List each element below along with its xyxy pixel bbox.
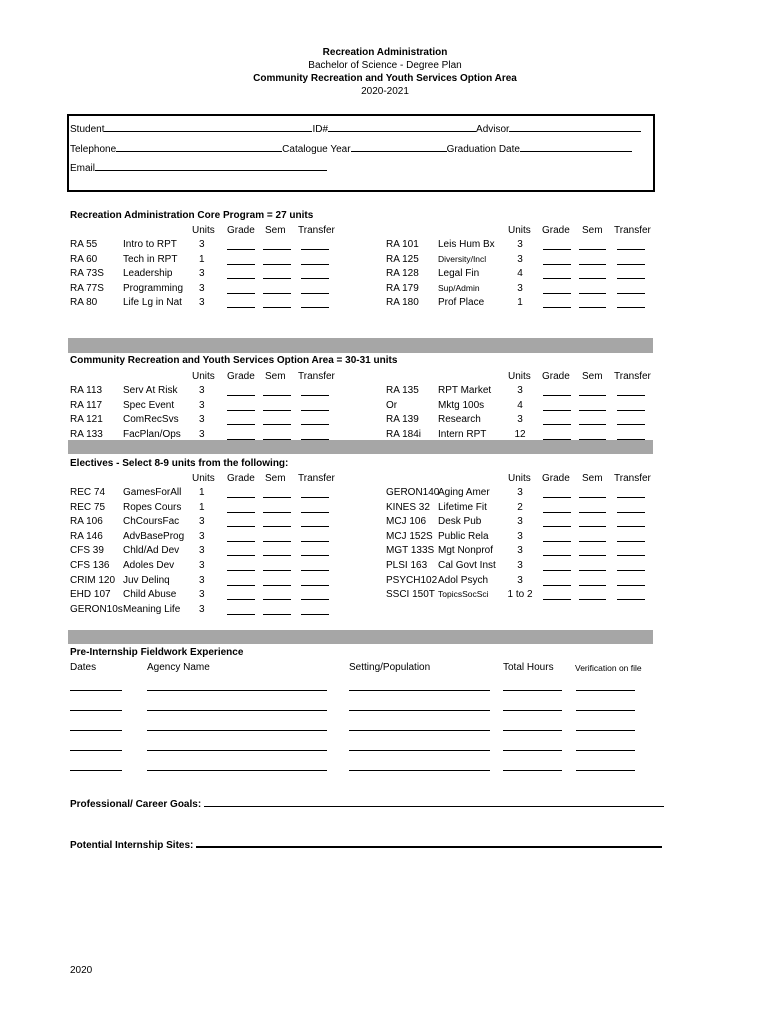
sem-blank[interactable]: [579, 264, 606, 265]
sem-blank[interactable]: [263, 570, 291, 571]
grade-blank[interactable]: [543, 570, 571, 571]
sem-blank[interactable]: [263, 249, 291, 250]
transfer-blank[interactable]: [617, 512, 645, 513]
col-sem: Sem: [265, 371, 286, 382]
course-name: GamesForAll: [123, 487, 182, 498]
grade-blank[interactable]: [543, 497, 571, 498]
grade-blank[interactable]: [543, 249, 571, 250]
course-name: Serv At Risk: [123, 385, 178, 396]
transfer-blank[interactable]: [301, 410, 329, 411]
grade-blank[interactable]: [543, 410, 571, 411]
transfer-blank[interactable]: [617, 570, 645, 571]
sem-blank[interactable]: [263, 512, 291, 513]
course-units: 1: [199, 501, 205, 513]
verification-blank[interactable]: [576, 750, 635, 751]
section-divider: [68, 440, 653, 454]
course-code: RA 80: [70, 297, 98, 308]
course-name: ComRecSvs: [123, 414, 179, 425]
course-units: 3: [517, 282, 523, 294]
course-code: RA 101: [386, 239, 419, 250]
dates-blank[interactable]: [70, 730, 122, 731]
grade-blank[interactable]: [227, 541, 255, 542]
grade-blank[interactable]: [227, 293, 255, 294]
course-name: Life Lg in Nat: [123, 297, 182, 308]
grade-blank[interactable]: [543, 512, 571, 513]
course-code: GERON140: [386, 487, 440, 498]
internship-sites-field[interactable]: [70, 838, 662, 851]
section-divider: [68, 630, 653, 644]
transfer-blank[interactable]: [301, 249, 329, 250]
graduation-date-label: Graduation Date: [446, 144, 520, 155]
transfer-blank[interactable]: [301, 614, 329, 615]
grade-blank[interactable]: [227, 614, 255, 615]
sem-blank[interactable]: [579, 249, 606, 250]
sem-blank[interactable]: [579, 410, 606, 411]
transfer-blank[interactable]: [617, 307, 645, 308]
grade-blank[interactable]: [543, 395, 571, 396]
grade-blank[interactable]: [543, 307, 571, 308]
course-units: 4: [517, 399, 523, 411]
course-code: CRIM 120: [70, 574, 116, 586]
grade-blank[interactable]: [227, 497, 255, 498]
transfer-blank[interactable]: [301, 307, 329, 308]
transfer-blank[interactable]: [301, 395, 329, 396]
sem-blank[interactable]: [263, 526, 291, 527]
hours-blank[interactable]: [503, 750, 562, 751]
grade-blank[interactable]: [543, 555, 571, 556]
col-grade: Grade: [542, 473, 570, 484]
transfer-blank[interactable]: [301, 293, 329, 294]
sem-blank[interactable]: [263, 278, 291, 279]
col-sem: Sem: [265, 225, 286, 236]
setting-blank[interactable]: [349, 690, 490, 691]
catalogue-year-label: Catalogue Year: [282, 144, 351, 155]
course-units: 2: [517, 501, 523, 513]
dates-blank[interactable]: [70, 690, 122, 691]
course-code: MCJ 152S: [386, 530, 433, 542]
course-code: RA 146: [70, 530, 103, 542]
course-code: KINES 32: [386, 501, 430, 513]
agency-blank[interactable]: [147, 710, 327, 711]
transfer-blank[interactable]: [617, 395, 645, 396]
verification-blank[interactable]: [576, 730, 635, 731]
course-name: Adol Psych: [438, 574, 489, 586]
transfer-blank[interactable]: [617, 278, 645, 279]
course-units: 3: [199, 268, 205, 279]
course-code: RA 106: [70, 516, 103, 528]
course-code: RA 60: [70, 253, 98, 265]
grade-blank[interactable]: [227, 570, 255, 571]
grade-blank[interactable]: [227, 249, 255, 250]
course-code: MGT 133S: [386, 545, 435, 557]
course-code: RA 113: [70, 385, 103, 396]
col-transfer: Transfer: [298, 371, 335, 382]
fieldwork-title: Pre-Internship Fieldwork Experience: [70, 647, 244, 658]
setting-blank[interactable]: [349, 730, 490, 731]
agency-blank[interactable]: [147, 750, 327, 751]
grade-blank[interactable]: [543, 599, 571, 600]
course-code: RA 73S: [70, 268, 104, 279]
doc-year: 2020-2021: [361, 86, 409, 97]
course-units: 4: [517, 268, 523, 279]
advisor-label: Advisor: [476, 124, 510, 135]
setting-blank[interactable]: [349, 750, 490, 751]
sem-blank[interactable]: [579, 570, 606, 571]
course-units: 3: [199, 516, 205, 528]
course-name: Intro to RPT: [123, 239, 177, 250]
sem-blank[interactable]: [263, 293, 291, 294]
course-code: EHD 107: [70, 589, 111, 601]
sem-blank[interactable]: [263, 410, 291, 411]
course-name: Programming: [123, 282, 184, 294]
fieldwork-header-dates: Dates: [70, 662, 97, 673]
sem-blank[interactable]: [579, 541, 606, 542]
email-field[interactable]: [70, 162, 327, 174]
course-code: PSYCH102: [386, 574, 438, 586]
sem-blank[interactable]: [579, 395, 606, 396]
transfer-blank[interactable]: [301, 278, 329, 279]
course-units: 3: [199, 239, 205, 250]
fieldwork-header-agency: Agency Name: [147, 662, 210, 673]
section-divider: [68, 338, 653, 353]
course-units: 3: [517, 545, 523, 557]
col-transfer: Transfer: [614, 473, 651, 484]
sem-blank[interactable]: [263, 555, 291, 556]
core-title: Recreation Administration Core Program = 27 units: [70, 210, 314, 221]
course-code: SSCI 150T: [386, 589, 435, 601]
col-transfer: Transfer: [614, 371, 651, 382]
course-units: 3: [199, 282, 205, 294]
col-sem: Sem: [582, 371, 603, 382]
course-units: 3: [199, 574, 205, 586]
transfer-blank[interactable]: [301, 526, 329, 527]
col-transfer: Transfer: [298, 225, 335, 236]
col-transfer: Transfer: [614, 225, 651, 236]
transfer-blank[interactable]: [301, 264, 329, 265]
transfer-blank[interactable]: [617, 599, 645, 600]
sem-blank[interactable]: [579, 585, 606, 586]
grade-blank[interactable]: [543, 278, 571, 279]
col-sem: Sem: [582, 225, 603, 236]
course-units: 3: [199, 385, 205, 396]
sem-blank[interactable]: [579, 293, 606, 294]
course-units: 3: [517, 574, 523, 586]
course-name: Research: [438, 414, 481, 425]
course-name: Desk Pub: [438, 516, 482, 528]
grade-blank[interactable]: [543, 293, 571, 294]
grade-blank[interactable]: [227, 395, 255, 396]
id-label: ID#: [312, 124, 329, 135]
sem-blank[interactable]: [579, 512, 606, 513]
course-code: RA 133: [70, 428, 103, 440]
course-units: 1 to 2: [507, 589, 533, 601]
course-code: RA 125: [386, 253, 419, 265]
transfer-blank[interactable]: [301, 599, 329, 600]
course-units: 3: [199, 545, 205, 557]
grade-blank[interactable]: [227, 512, 255, 513]
course-units: 3: [517, 253, 523, 265]
course-name: Mgt Nonprof: [438, 545, 494, 557]
doc-option: Community Recreation and Youth Services Option Area: [253, 73, 517, 84]
course-name: Leis Hum Bx: [438, 239, 495, 250]
telephone-label: Telephone: [70, 144, 117, 155]
agency-blank[interactable]: [147, 770, 327, 771]
course-name: AdvBaseProg: [123, 530, 185, 542]
col-units: Units: [192, 473, 215, 484]
course-name: Tech in RPT: [123, 253, 178, 265]
sem-blank[interactable]: [263, 599, 291, 600]
career-goals-field[interactable]: [70, 798, 664, 810]
fieldwork-header-hours: Total Hours: [503, 662, 554, 673]
course-code: RA 117: [70, 399, 103, 411]
setting-blank[interactable]: [349, 770, 490, 771]
transfer-blank[interactable]: [617, 585, 645, 586]
course-code: RA 180: [386, 297, 419, 308]
course-name: Leadership: [123, 268, 173, 279]
setting-blank[interactable]: [349, 710, 490, 711]
course-units: 3: [517, 239, 523, 250]
transfer-blank[interactable]: [617, 526, 645, 527]
verification-blank[interactable]: [576, 770, 635, 771]
grade-blank[interactable]: [227, 555, 255, 556]
col-units: Units: [192, 371, 215, 382]
col-units: Units: [508, 371, 531, 382]
course-name: Prof Place: [438, 297, 485, 308]
transfer-blank[interactable]: [301, 497, 329, 498]
email-label: Email: [70, 163, 96, 174]
grade-blank[interactable]: [227, 599, 255, 600]
col-sem: Sem: [582, 473, 603, 484]
course-name: Lifetime Fit: [438, 501, 487, 513]
sem-blank[interactable]: [579, 307, 606, 308]
option-title: Community Recreation and Youth Services Option Area = 30-31 units: [70, 355, 398, 366]
course-name: Spec Event: [123, 399, 175, 411]
col-units: Units: [508, 473, 531, 484]
sem-blank[interactable]: [263, 541, 291, 542]
career-goals-label: Professional/ Career Goals:: [70, 799, 202, 810]
course-name: ChCoursFac: [123, 516, 180, 528]
sem-blank[interactable]: [579, 526, 606, 527]
transfer-blank[interactable]: [301, 555, 329, 556]
electives-title: Electives - Select 8-9 units from the following:: [70, 458, 289, 469]
transfer-blank[interactable]: [301, 585, 329, 586]
grade-blank[interactable]: [543, 585, 571, 586]
verification-blank[interactable]: [576, 710, 635, 711]
transfer-blank[interactable]: [617, 264, 645, 265]
course-name: Child Abuse: [123, 589, 177, 601]
course-units: 3: [517, 414, 523, 425]
sem-blank[interactable]: [263, 497, 291, 498]
student-field[interactable]: [70, 123, 641, 135]
course-name: RPT Market: [438, 385, 492, 396]
course-code: RA 77S: [70, 282, 104, 294]
course-units: 3: [199, 560, 205, 571]
course-name: Aging Amer: [438, 487, 490, 498]
grade-blank[interactable]: [543, 541, 571, 542]
sem-blank[interactable]: [263, 424, 291, 425]
grade-blank[interactable]: [543, 526, 571, 527]
col-sem: Sem: [265, 473, 286, 484]
course-name: TopicsSocSci: [438, 589, 489, 600]
course-units: 12: [514, 428, 526, 440]
course-units: 3: [517, 487, 523, 498]
transfer-blank[interactable]: [617, 424, 645, 425]
course-units: 3: [199, 414, 205, 425]
course-name: Adoles Dev: [123, 560, 175, 571]
grade-blank[interactable]: [227, 585, 255, 586]
sem-blank[interactable]: [579, 497, 606, 498]
hours-blank[interactable]: [503, 730, 562, 731]
transfer-blank[interactable]: [617, 541, 645, 542]
course-name: Mktg 100s: [438, 399, 485, 411]
sem-blank[interactable]: [579, 555, 606, 556]
course-units: 1: [199, 253, 205, 265]
sem-blank[interactable]: [579, 278, 606, 279]
hours-blank[interactable]: [503, 690, 562, 691]
course-units: 3: [517, 560, 523, 571]
sem-blank[interactable]: [263, 307, 291, 308]
col-grade: Grade: [227, 371, 255, 382]
course-code: CFS 136: [70, 560, 110, 571]
agency-blank[interactable]: [147, 730, 327, 731]
hours-blank[interactable]: [503, 770, 562, 771]
col-grade: Grade: [542, 371, 570, 382]
transfer-blank[interactable]: [617, 555, 645, 556]
sem-blank[interactable]: [263, 395, 291, 396]
course-code: RA 55: [70, 239, 98, 250]
course-units: 3: [517, 530, 523, 542]
verification-blank[interactable]: [576, 690, 635, 691]
doc-title: Recreation Administration: [322, 47, 448, 58]
course-name: Meaning Life: [123, 603, 181, 615]
col-units: Units: [508, 225, 531, 236]
course-name: Cal Govt Inst: [438, 560, 496, 571]
transfer-blank[interactable]: [301, 512, 329, 513]
grade-blank[interactable]: [227, 278, 255, 279]
telephone-field[interactable]: [70, 143, 632, 155]
col-transfer: Transfer: [298, 473, 335, 484]
transfer-blank[interactable]: [301, 570, 329, 571]
course-code: PLSI 163: [386, 560, 428, 571]
course-code: Or: [386, 399, 398, 411]
course-code: CFS 39: [70, 545, 104, 557]
course-units: 3: [199, 589, 205, 601]
col-grade: Grade: [542, 225, 570, 236]
course-code: MCJ 106: [386, 516, 427, 528]
course-code: REC 74: [70, 487, 106, 498]
course-code: RA 139: [386, 414, 419, 425]
course-units: 1: [199, 487, 205, 498]
course-units: 3: [517, 385, 523, 396]
course-units: 3: [517, 516, 523, 528]
col-units: Units: [192, 225, 215, 236]
course-name: FacPlan/Ops: [123, 428, 181, 440]
internship-sites-label: Potential Internship Sites:: [70, 840, 194, 851]
course-name: Legal Fin: [438, 268, 480, 279]
agency-blank[interactable]: [147, 690, 327, 691]
dates-blank[interactable]: [70, 710, 122, 711]
course-code: GERON10s: [70, 603, 123, 615]
sem-blank[interactable]: [263, 264, 291, 265]
course-units: 3: [199, 530, 205, 542]
course-name: Juv Delinq: [123, 574, 170, 586]
sem-blank[interactable]: [263, 585, 291, 586]
sem-blank[interactable]: [579, 599, 606, 600]
col-grade: Grade: [227, 473, 255, 484]
doc-subtitle: Bachelor of Science - Degree Plan: [308, 60, 462, 71]
course-units: 3: [199, 399, 205, 411]
grade-blank[interactable]: [227, 526, 255, 527]
course-name: Chld/Ad Dev: [123, 545, 180, 557]
grade-blank[interactable]: [543, 424, 571, 425]
course-code: RA 121: [70, 414, 103, 425]
course-units: 1: [517, 297, 523, 308]
course-units: 3: [199, 297, 205, 308]
fieldwork-header-setting: Setting/Population: [349, 662, 431, 673]
course-code: RA 179: [386, 282, 419, 294]
course-code: RA 135: [386, 385, 419, 396]
sem-blank[interactable]: [579, 424, 606, 425]
transfer-blank[interactable]: [617, 293, 645, 294]
grade-blank[interactable]: [227, 410, 255, 411]
course-units: 3: [199, 603, 205, 615]
transfer-blank[interactable]: [301, 424, 329, 425]
course-code: RA 184i: [386, 428, 422, 440]
course-name: Intern RPT: [438, 428, 487, 440]
student-label: Student: [70, 124, 105, 135]
dates-blank[interactable]: [70, 750, 122, 751]
course-code: REC 75: [70, 501, 106, 513]
course-name: Ropes Cours: [123, 501, 182, 513]
grade-blank[interactable]: [543, 264, 571, 265]
transfer-blank[interactable]: [617, 249, 645, 250]
transfer-blank[interactable]: [617, 497, 645, 498]
grade-blank[interactable]: [227, 264, 255, 265]
col-grade: Grade: [227, 225, 255, 236]
course-units: 3: [199, 428, 205, 440]
sem-blank[interactable]: [263, 614, 291, 615]
transfer-blank[interactable]: [617, 410, 645, 411]
hours-blank[interactable]: [503, 710, 562, 711]
course-name: Diversity/Incl: [438, 253, 487, 264]
course-name: Public Rela: [438, 530, 489, 542]
course-name: Sup/Admin: [438, 282, 480, 293]
fieldwork-header-verification: Verification on file: [575, 663, 642, 673]
transfer-blank[interactable]: [301, 541, 329, 542]
grade-blank[interactable]: [227, 307, 255, 308]
dates-blank[interactable]: [70, 770, 122, 771]
footer-year: 2020: [70, 965, 93, 976]
grade-blank[interactable]: [227, 424, 255, 425]
course-code: RA 128: [386, 268, 419, 279]
